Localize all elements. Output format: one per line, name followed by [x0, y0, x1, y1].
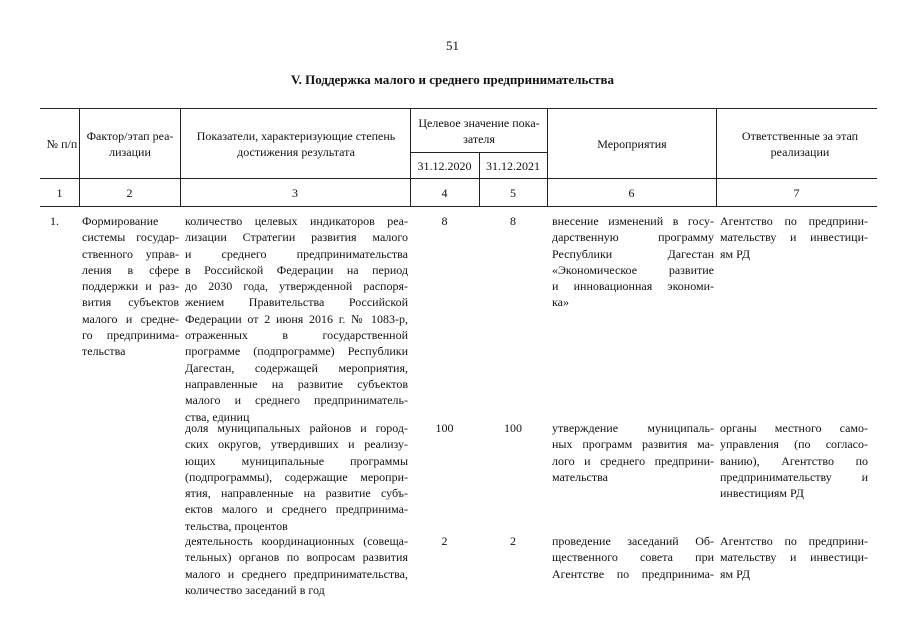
measure-line: ка»: [552, 295, 569, 310]
indicator-line: до 2030 года, утвержденной распоря-: [185, 279, 408, 294]
measure-line: внесение изменений в госу-: [552, 214, 714, 228]
value-2021: 100: [504, 421, 522, 435]
measure-line: ных программ развития ма-: [552, 437, 714, 452]
column-number: 1: [56, 185, 63, 200]
factor-line: системы государ-: [82, 230, 179, 245]
indicator-line: программе (подпрограмме) Республики: [185, 344, 408, 359]
indicator-line: ства, единиц: [185, 409, 250, 424]
indicator-line: лизации Стратегии развития малого: [185, 230, 408, 245]
measure-line: Республики Дагестан: [552, 246, 714, 261]
table-top-border: [40, 108, 877, 109]
column-number: 7: [793, 185, 800, 200]
indicator-line: ятия, направленные на развитие субъ-: [185, 486, 408, 501]
measure-text: [552, 420, 714, 485]
column-numbers-bottom-rule: [40, 206, 877, 207]
measure-line: проведение заседаний Об-: [552, 534, 714, 548]
indicator-line: в Российской Федерации на период: [185, 262, 408, 277]
page-number: 51: [446, 38, 459, 53]
indicator-line: количество заседаний в год: [185, 582, 325, 597]
factor-line: вития субъектов: [82, 295, 179, 310]
header-responsible: Ответственные за этап реализации: [741, 128, 859, 159]
factor-line: тельства: [82, 344, 126, 359]
value-2020: 2: [441, 534, 448, 548]
responsible-line: Агентство по предприни-: [720, 214, 868, 228]
indicator-line: ющих муниципальные программы: [185, 453, 408, 468]
indicator-line: (подпрограммы), содержащие меропри-: [185, 469, 408, 484]
section-title: V. Поддержка малого и среднего предпринимательства: [290, 72, 615, 87]
responsible-line: ям РД: [720, 566, 751, 581]
measure-line: лого и среднего предприни-: [552, 453, 714, 468]
responsible-line: предпринимательству и: [720, 469, 868, 484]
indicator-line: тельства, процентов: [185, 518, 288, 533]
header-measures: Мероприятия: [597, 136, 667, 151]
value-2021: 2: [510, 534, 516, 548]
row-number: 1.: [50, 214, 59, 228]
responsible-line: мательству и инвестици-: [720, 550, 868, 565]
indicator-line: и среднего предпринимательства: [185, 246, 408, 261]
indicator-line: тельных) органов по вопросам развития: [185, 550, 408, 565]
column-number: 6: [628, 185, 635, 200]
header-target-value: Целевое значение пока-зателя: [418, 115, 540, 146]
responsible-line: органы местного само-: [720, 421, 868, 435]
indicator-text: [185, 533, 408, 598]
value-2021: 8: [510, 214, 516, 228]
indicator-line: малого и среднего предпринимательства,: [185, 566, 408, 581]
measure-line: щественного совета при: [552, 550, 714, 565]
value-2020: 8: [441, 214, 448, 228]
indicator-line: доля муниципальных районов и город-: [185, 421, 408, 435]
indicator-text: [185, 420, 408, 534]
responsible-text: [720, 533, 868, 582]
indicator-line: Дагестан, содержащей мероприятия,: [185, 360, 408, 375]
header-bottom-rule: [40, 178, 877, 179]
responsible-text: [720, 213, 868, 262]
column-number: 5: [510, 185, 516, 200]
responsible-line: Агентство по предприни-: [720, 534, 868, 548]
responsible-line: управления (по согласо-: [720, 437, 868, 452]
indicator-line: деятельность координационных (совеща-: [185, 534, 408, 548]
header-number: № п/п: [46, 136, 78, 151]
header-factor: Фактор/этап реа-лизации: [86, 128, 174, 159]
measure-line: и инновационная экономи-: [552, 279, 714, 294]
factor-line: ления в сфере: [82, 262, 179, 277]
header-indicators: Показатели, характеризующие степень достижения результата: [196, 128, 396, 159]
measure-line: «Экономическое развитие: [552, 262, 714, 277]
factor-line: Формирование: [82, 214, 159, 228]
column-number: 3: [292, 185, 298, 200]
measure-text: [552, 213, 714, 311]
indicator-line: количество целевых индикаторов реа-: [185, 214, 408, 228]
measure-line: Агентстве по предпринима-: [552, 566, 714, 581]
factor-line: малого и средне-: [82, 311, 179, 326]
indicator-line: жением Правительства Российской: [185, 295, 408, 310]
indicator-line: направленные на развитие субъектов: [185, 376, 408, 391]
factor-text: [82, 213, 179, 360]
responsible-text: [720, 420, 868, 501]
indicator-line: ектов малого и среднего предпринима-: [185, 502, 408, 517]
header-date-2021: 31.12.2021: [486, 158, 540, 173]
factor-line: ственного управ-: [82, 246, 179, 261]
responsible-line: ям РД: [720, 246, 751, 261]
measure-text: [552, 533, 714, 582]
factor-line: поддержки и раз-: [82, 279, 179, 294]
value-2020: 100: [435, 421, 454, 435]
measure-line: утверждение муниципаль-: [552, 421, 714, 435]
factor-line: го предпринима-: [82, 328, 179, 343]
indicator-line: Федерации от 2 июня 2016 г. № 1083-р,: [185, 311, 408, 326]
indicator-line: малого и среднего предприниматель-: [185, 393, 408, 408]
column-number: 2: [126, 185, 133, 200]
column-number: 4: [441, 185, 448, 200]
measure-line: дарственную программу: [552, 230, 714, 245]
indicator-line: отраженных в государственной: [185, 328, 408, 343]
header-date-2020: 31.12.2020: [417, 158, 472, 173]
responsible-line: инвестициям РД: [720, 486, 804, 501]
responsible-line: мательству и инвестици-: [720, 230, 868, 245]
indicator-line: ских округов, утвердивших и реализу-: [185, 437, 408, 452]
measure-line: мательства: [552, 469, 608, 484]
responsible-line: ванию), Агентство по: [720, 453, 868, 468]
indicator-text: [185, 213, 408, 425]
